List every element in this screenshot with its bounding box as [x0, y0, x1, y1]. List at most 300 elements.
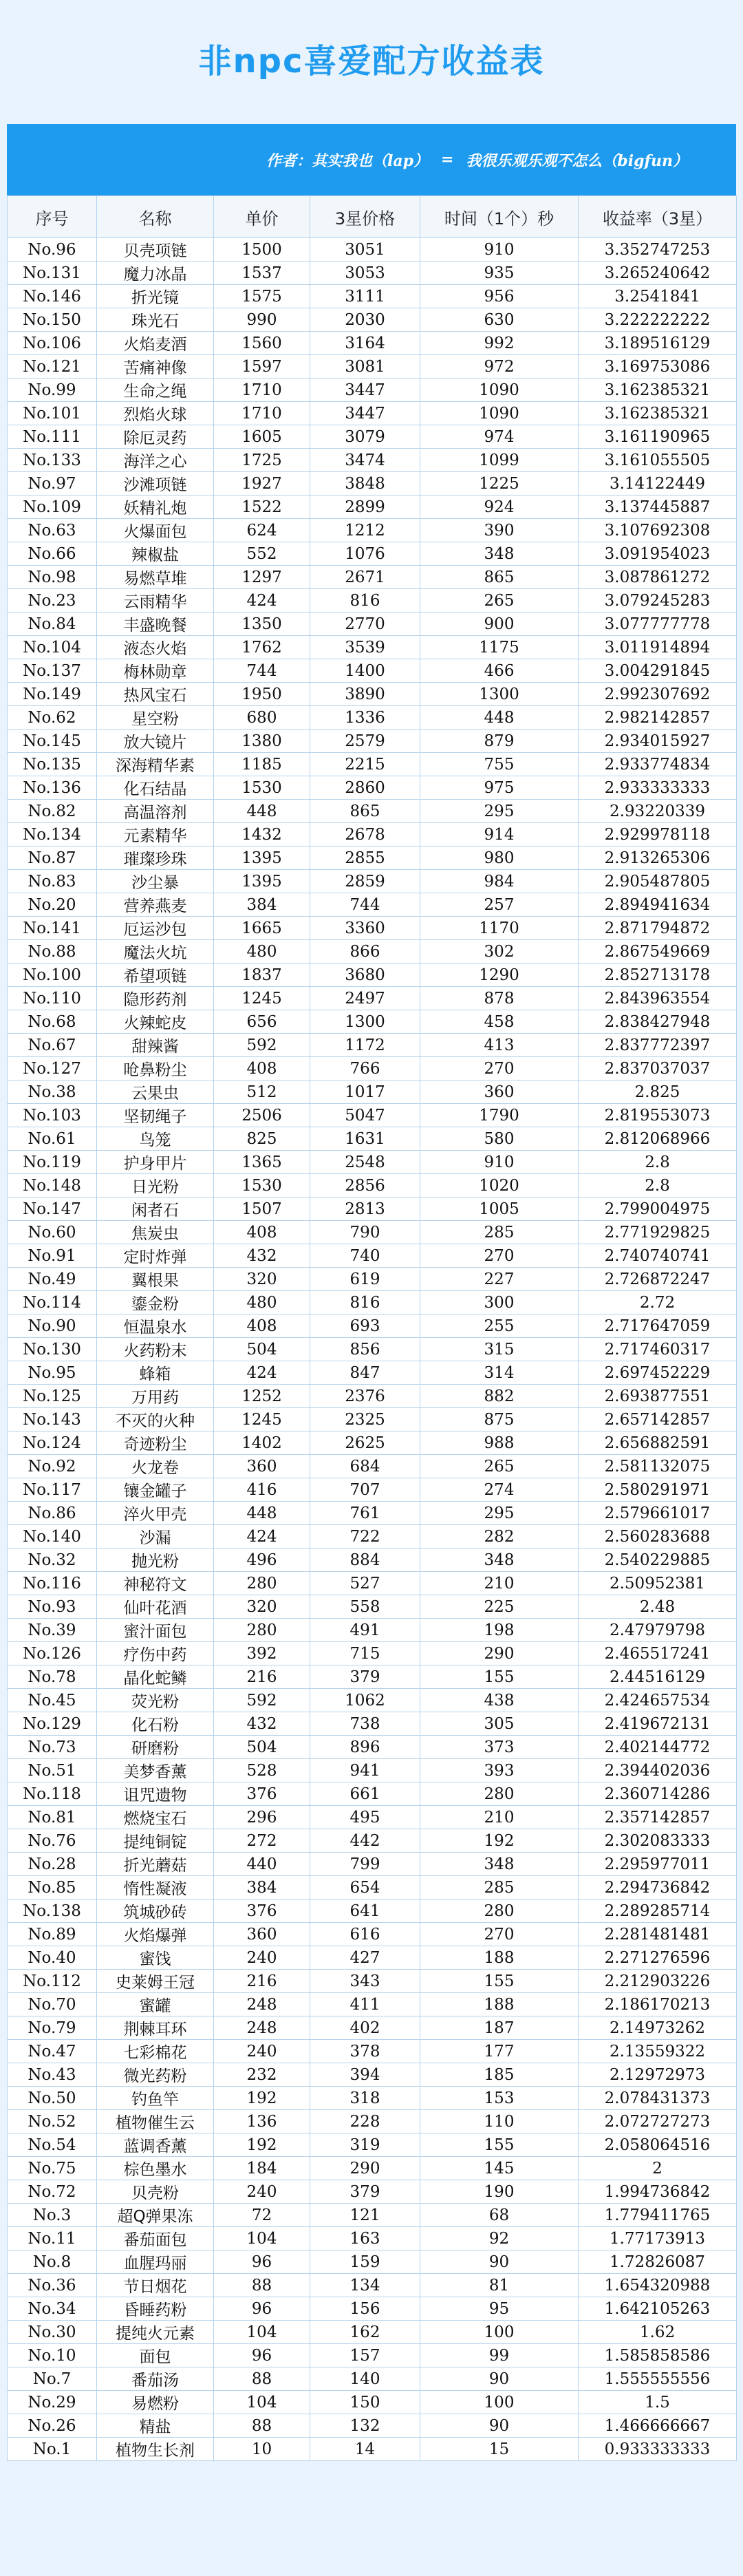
cell-index: No.109 [8, 496, 97, 519]
cell-unit-price: 376 [214, 1782, 310, 1806]
cell-index: No.89 [8, 1923, 97, 1946]
cell-index: No.100 [8, 964, 97, 987]
cell-three-star-price: 799 [310, 1853, 420, 1876]
cell-three-star-price: 738 [310, 1712, 420, 1736]
table-row [8, 2087, 737, 2110]
cell-three-star-price: 740 [310, 1244, 420, 1268]
cell-profit-rate: 2.825 [579, 1081, 737, 1104]
cell-profit-rate: 2.905487805 [579, 870, 737, 893]
table-body [8, 238, 737, 2461]
cell-name: 番茄面包 [97, 2227, 214, 2250]
cell-name: 节日烟花 [97, 2274, 214, 2297]
table-row [8, 964, 737, 987]
cell-craft-time: 1290 [420, 964, 579, 987]
cell-index: No.106 [8, 332, 97, 355]
cell-name: 火辣蛇皮 [97, 1010, 214, 1034]
cell-name: 日光粉 [97, 1174, 214, 1197]
cell-name: 折光镜 [97, 285, 214, 308]
cell-unit-price: 1507 [214, 1197, 310, 1221]
table-row [8, 1782, 737, 1806]
cell-unit-price: 240 [214, 2180, 310, 2204]
cell-index: No.49 [8, 1268, 97, 1291]
cell-name: 蜜汁面包 [97, 1619, 214, 1642]
table-row [8, 2391, 737, 2414]
table-row [8, 1197, 737, 1221]
cell-name: 放大镜片 [97, 730, 214, 753]
cell-index: No.70 [8, 1993, 97, 2016]
cell-profit-rate: 2.14973262 [579, 2016, 737, 2040]
cell-name: 美梦香薰 [97, 1759, 214, 1782]
cell-profit-rate: 2.357142857 [579, 1806, 737, 1829]
cell-craft-time: 348 [420, 542, 579, 566]
table-row [8, 2133, 737, 2157]
cell-name: 珠光石 [97, 308, 214, 332]
cell-name: 不灭的火种 [97, 1408, 214, 1431]
cell-unit-price: 1395 [214, 870, 310, 893]
cell-name: 惰性凝液 [97, 1876, 214, 1899]
cell-index: No.61 [8, 1127, 97, 1151]
cell-profit-rate: 2.837772397 [579, 1034, 737, 1057]
cell-three-star-price: 707 [310, 1478, 420, 1502]
cell-craft-time: 265 [420, 1455, 579, 1478]
cell-three-star-price: 3680 [310, 964, 420, 987]
cell-name: 辣椒盐 [97, 542, 214, 566]
cell-index: No.126 [8, 1642, 97, 1665]
cell-index: No.125 [8, 1385, 97, 1408]
cell-name: 云雨精华 [97, 589, 214, 613]
cell-name: 高温溶剂 [97, 800, 214, 823]
column-header-index: 序号 [8, 196, 97, 238]
cell-index: No.140 [8, 1525, 97, 1548]
cell-craft-time: 225 [420, 1595, 579, 1619]
cell-name: 海洋之心 [97, 449, 214, 472]
cell-craft-time: 865 [420, 566, 579, 589]
table-row [8, 2344, 737, 2367]
cell-unit-price: 10 [214, 2438, 310, 2461]
cell-profit-rate: 3.162385321 [579, 402, 737, 425]
cell-index: No.138 [8, 1899, 97, 1923]
cell-unit-price: 408 [214, 1221, 310, 1244]
cell-craft-time: 448 [420, 706, 579, 730]
cell-unit-price: 504 [214, 1338, 310, 1361]
cell-unit-price: 1252 [214, 1385, 310, 1408]
cell-profit-rate: 2.982142857 [579, 706, 737, 730]
cell-craft-time: 348 [420, 1853, 579, 1876]
cell-three-star-price: 427 [310, 1946, 420, 1970]
cell-index: No.111 [8, 425, 97, 449]
cell-three-star-price: 2859 [310, 870, 420, 893]
cell-profit-rate: 1.994736842 [579, 2180, 737, 2204]
cell-name: 护身甲片 [97, 1151, 214, 1174]
cell-three-star-price: 616 [310, 1923, 420, 1946]
cell-index: No.136 [8, 776, 97, 800]
cell-three-star-price: 744 [310, 893, 420, 917]
cell-unit-price: 96 [214, 2344, 310, 2367]
cell-unit-price: 1530 [214, 1174, 310, 1197]
cell-index: No.51 [8, 1759, 97, 1782]
cell-three-star-price: 866 [310, 940, 420, 964]
table-row [8, 1759, 737, 1782]
cell-unit-price: 1365 [214, 1151, 310, 1174]
cell-three-star-price: 1017 [310, 1081, 420, 1104]
cell-profit-rate: 2.812068966 [579, 1127, 737, 1151]
cell-unit-price: 480 [214, 1291, 310, 1314]
cell-index: No.82 [8, 800, 97, 823]
cell-three-star-price: 134 [310, 2274, 420, 2297]
cell-three-star-price: 641 [310, 1899, 420, 1923]
cell-three-star-price: 2325 [310, 1408, 420, 1431]
cell-index: No.117 [8, 1478, 97, 1502]
cell-index: No.114 [8, 1291, 97, 1314]
cell-name: 棕色墨水 [97, 2157, 214, 2180]
cell-unit-price: 1380 [214, 730, 310, 753]
table-row [8, 1525, 737, 1548]
cell-three-star-price: 2579 [310, 730, 420, 753]
cell-craft-time: 295 [420, 800, 579, 823]
table-row [8, 2321, 737, 2344]
cell-three-star-price: 3053 [310, 262, 420, 285]
cell-index: No.20 [8, 893, 97, 917]
cell-index: No.104 [8, 636, 97, 659]
cell-craft-time: 270 [420, 1244, 579, 1268]
cell-index: No.146 [8, 285, 97, 308]
cell-three-star-price: 896 [310, 1736, 420, 1759]
cell-craft-time: 580 [420, 1127, 579, 1151]
cell-name: 血腥玛丽 [97, 2250, 214, 2274]
cell-three-star-price: 661 [310, 1782, 420, 1806]
cell-name: 史莱姆王冠 [97, 1970, 214, 1993]
cell-index: No.34 [8, 2297, 97, 2321]
cell-name: 苦痛神像 [97, 355, 214, 379]
cell-craft-time: 153 [420, 2087, 579, 2110]
cell-profit-rate: 3.169753086 [579, 355, 737, 379]
cell-index: No.11 [8, 2227, 97, 2250]
cell-unit-price: 440 [214, 1853, 310, 1876]
table-row [8, 1899, 737, 1923]
cell-three-star-price: 1062 [310, 1689, 420, 1712]
table-row [8, 1970, 737, 1993]
table-row [8, 706, 737, 730]
cell-profit-rate: 2.852713178 [579, 964, 737, 987]
cell-name: 妖精礼炮 [97, 496, 214, 519]
cell-unit-price: 424 [214, 1525, 310, 1548]
cell-craft-time: 280 [420, 1899, 579, 1923]
cell-profit-rate: 1.642105263 [579, 2297, 737, 2321]
cell-name: 镶金罐子 [97, 1478, 214, 1502]
table-row [8, 1151, 737, 1174]
cell-index: No.47 [8, 2040, 97, 2063]
cell-name: 诅咒遗物 [97, 1782, 214, 1806]
table-row [8, 1104, 737, 1127]
cell-name: 易燃草堆 [97, 566, 214, 589]
cell-name: 丰盛晚餐 [97, 613, 214, 636]
cell-three-star-price: 2215 [310, 753, 420, 776]
cell-profit-rate: 3.14122449 [579, 472, 737, 496]
table-row [8, 425, 737, 449]
cell-index: No.84 [8, 613, 97, 636]
table-row [8, 496, 737, 519]
cell-name: 隐形药剂 [97, 987, 214, 1010]
cell-craft-time: 974 [420, 425, 579, 449]
cell-three-star-price: 2548 [310, 1151, 420, 1174]
cell-profit-rate: 2.072727273 [579, 2110, 737, 2133]
cell-profit-rate: 3.265240642 [579, 262, 737, 285]
cell-index: No.26 [8, 2414, 97, 2438]
cell-unit-price: 990 [214, 308, 310, 332]
cell-three-star-price: 132 [310, 2414, 420, 2438]
cell-unit-price: 136 [214, 2110, 310, 2133]
table-row [8, 519, 737, 542]
cell-craft-time: 90 [420, 2367, 579, 2391]
cell-craft-time: 984 [420, 870, 579, 893]
cell-index: No.73 [8, 1736, 97, 1759]
cell-profit-rate: 3.011914894 [579, 636, 737, 659]
cell-unit-price: 376 [214, 1899, 310, 1923]
table-row [8, 683, 737, 706]
cell-unit-price: 280 [214, 1619, 310, 1642]
cell-profit-rate: 1.5 [579, 2391, 737, 2414]
cell-name: 折光蘑菇 [97, 1853, 214, 1876]
table-row [8, 847, 737, 870]
cell-profit-rate: 3.079245283 [579, 589, 737, 613]
cell-name: 疗伤中药 [97, 1642, 214, 1665]
cell-name: 魔力冰晶 [97, 262, 214, 285]
table-row [8, 1665, 737, 1689]
cell-three-star-price: 816 [310, 1291, 420, 1314]
cell-profit-rate: 2.838427948 [579, 1010, 737, 1034]
cell-index: No.145 [8, 730, 97, 753]
cell-index: No.78 [8, 1665, 97, 1689]
cell-craft-time: 177 [420, 2040, 579, 2063]
table-header [8, 196, 737, 238]
cell-unit-price: 392 [214, 1642, 310, 1665]
cell-craft-time: 68 [420, 2204, 579, 2227]
table-row [8, 1829, 737, 1853]
table-row [8, 542, 737, 566]
cell-name: 火药粉末 [97, 1338, 214, 1361]
cell-craft-time: 95 [420, 2297, 579, 2321]
cell-unit-price: 320 [214, 1268, 310, 1291]
cell-three-star-price: 2813 [310, 1197, 420, 1221]
cell-index: No.130 [8, 1338, 97, 1361]
cell-craft-time: 935 [420, 262, 579, 285]
cell-three-star-price: 1300 [310, 1010, 420, 1034]
cell-index: No.72 [8, 2180, 97, 2204]
cell-unit-price: 104 [214, 2227, 310, 2250]
cell-name: 超Q弹果冻 [97, 2204, 214, 2227]
cell-profit-rate: 2.93220339 [579, 800, 737, 823]
cell-index: No.149 [8, 683, 97, 706]
cell-profit-rate: 2.13559322 [579, 2040, 737, 2063]
cell-index: No.75 [8, 2157, 97, 2180]
cell-index: No.38 [8, 1081, 97, 1104]
cell-craft-time: 1170 [420, 917, 579, 940]
cell-three-star-price: 442 [310, 1829, 420, 1853]
cell-name: 微光药粉 [97, 2063, 214, 2087]
table-row [8, 355, 737, 379]
cell-unit-price: 216 [214, 1665, 310, 1689]
cell-craft-time: 198 [420, 1619, 579, 1642]
cell-craft-time: 1790 [420, 1104, 579, 1127]
cell-three-star-price: 3111 [310, 285, 420, 308]
table-row [8, 238, 737, 262]
cell-profit-rate: 2.424657534 [579, 1689, 737, 1712]
cell-craft-time: 393 [420, 1759, 579, 1782]
table-row [8, 402, 737, 425]
table-row [8, 262, 737, 285]
cell-profit-rate: 2.360714286 [579, 1782, 737, 1806]
cell-profit-rate: 2.289285714 [579, 1899, 737, 1923]
cell-unit-price: 320 [214, 1595, 310, 1619]
cell-name: 星空粉 [97, 706, 214, 730]
cell-craft-time: 975 [420, 776, 579, 800]
cell-craft-time: 285 [420, 1221, 579, 1244]
cell-craft-time: 878 [420, 987, 579, 1010]
cell-name: 淬火甲壳 [97, 1502, 214, 1525]
cell-profit-rate: 2.871794872 [579, 917, 737, 940]
cell-three-star-price: 343 [310, 1970, 420, 1993]
cell-index: No.54 [8, 2133, 97, 2157]
cell-unit-price: 1395 [214, 847, 310, 870]
cell-craft-time: 90 [420, 2250, 579, 2274]
cell-craft-time: 466 [420, 659, 579, 683]
cell-three-star-price: 319 [310, 2133, 420, 2157]
cell-unit-price: 104 [214, 2321, 310, 2344]
cell-profit-rate: 2.740740741 [579, 1244, 737, 1268]
cell-name: 璀璨珍珠 [97, 847, 214, 870]
cell-name: 沙滩项链 [97, 472, 214, 496]
cell-profit-rate: 2.560283688 [579, 1525, 737, 1548]
cell-craft-time: 980 [420, 847, 579, 870]
cell-unit-price: 96 [214, 2297, 310, 2321]
cell-unit-price: 384 [214, 893, 310, 917]
cell-three-star-price: 2671 [310, 566, 420, 589]
cell-unit-price: 280 [214, 1572, 310, 1595]
cell-craft-time: 192 [420, 1829, 579, 1853]
cell-profit-rate: 3.107692308 [579, 519, 737, 542]
cell-unit-price: 504 [214, 1736, 310, 1759]
table-row [8, 1034, 737, 1057]
cell-profit-rate: 2.12972973 [579, 2063, 737, 2087]
table-row [8, 1478, 737, 1502]
cell-craft-time: 1020 [420, 1174, 579, 1197]
cell-unit-price: 448 [214, 800, 310, 823]
cell-index: No.32 [8, 1548, 97, 1572]
cell-three-star-price: 1076 [310, 542, 420, 566]
cell-index: No.45 [8, 1689, 97, 1712]
table-row [8, 2227, 737, 2250]
table-row [8, 1127, 737, 1151]
cell-index: No.103 [8, 1104, 97, 1127]
cell-name: 除厄灵药 [97, 425, 214, 449]
cell-profit-rate: 2.579661017 [579, 1502, 737, 1525]
cell-index: No.87 [8, 847, 97, 870]
cell-craft-time: 956 [420, 285, 579, 308]
cell-three-star-price: 856 [310, 1338, 420, 1361]
cell-name: 火龙卷 [97, 1455, 214, 1478]
cell-craft-time: 290 [420, 1642, 579, 1665]
cell-profit-rate: 2.540229885 [579, 1548, 737, 1572]
cell-unit-price: 1950 [214, 683, 310, 706]
cell-three-star-price: 1212 [310, 519, 420, 542]
table-row [8, 566, 737, 589]
cell-name: 沙尘暴 [97, 870, 214, 893]
cell-profit-rate: 2.992307692 [579, 683, 737, 706]
cell-profit-rate: 3.2541841 [579, 285, 737, 308]
cell-three-star-price: 722 [310, 1525, 420, 1548]
cell-index: No.28 [8, 1853, 97, 1876]
table-row [8, 1689, 737, 1712]
cell-name: 钓鱼竿 [97, 2087, 214, 2110]
cell-index: No.52 [8, 2110, 97, 2133]
cell-unit-price: 624 [214, 519, 310, 542]
cell-profit-rate: 3.091954023 [579, 542, 737, 566]
cell-three-star-price: 558 [310, 1595, 420, 1619]
cell-index: No.81 [8, 1806, 97, 1829]
cell-three-star-price: 2855 [310, 847, 420, 870]
cell-three-star-price: 2860 [310, 776, 420, 800]
cell-craft-time: 755 [420, 753, 579, 776]
cell-index: No.119 [8, 1151, 97, 1174]
cell-craft-time: 92 [420, 2227, 579, 2250]
cell-unit-price: 528 [214, 1759, 310, 1782]
table-row [8, 1923, 737, 1946]
table-row [8, 1221, 737, 1244]
cell-craft-time: 190 [420, 2180, 579, 2204]
cell-index: No.137 [8, 659, 97, 683]
table-row [8, 2157, 737, 2180]
cell-index: No.90 [8, 1314, 97, 1338]
table-row [8, 917, 737, 940]
cell-name: 神秘符文 [97, 1572, 214, 1595]
cell-craft-time: 81 [420, 2274, 579, 2297]
cell-index: No.135 [8, 753, 97, 776]
cell-profit-rate: 2.212903226 [579, 1970, 737, 1993]
table-row [8, 753, 737, 776]
cell-profit-rate: 2.294736842 [579, 1876, 737, 1899]
cell-name: 植物生长剂 [97, 2438, 214, 2461]
table-row [8, 800, 737, 823]
table-row [8, 1244, 737, 1268]
cell-name: 番茄汤 [97, 2367, 214, 2391]
recipe-profit-table [7, 195, 737, 2461]
cell-unit-price: 1560 [214, 332, 310, 355]
table-row [8, 2274, 737, 2297]
cell-craft-time: 879 [420, 730, 579, 753]
cell-name: 蜜饯 [97, 1946, 214, 1970]
cell-name: 奇迹粉尘 [97, 1431, 214, 1455]
cell-craft-time: 924 [420, 496, 579, 519]
cell-profit-rate: 2.913265306 [579, 847, 737, 870]
table-row [8, 1338, 737, 1361]
cell-name: 液态火焰 [97, 636, 214, 659]
cell-unit-price: 104 [214, 2391, 310, 2414]
cell-three-star-price: 3079 [310, 425, 420, 449]
cell-craft-time: 270 [420, 1923, 579, 1946]
cell-unit-price: 552 [214, 542, 310, 566]
cell-three-star-price: 379 [310, 2180, 420, 2204]
cell-unit-price: 656 [214, 1010, 310, 1034]
cell-three-star-price: 3447 [310, 402, 420, 425]
cell-profit-rate: 1.77173913 [579, 2227, 737, 2250]
cell-craft-time: 270 [420, 1057, 579, 1081]
cell-index: No.127 [8, 1057, 97, 1081]
cell-profit-rate: 2.271276596 [579, 1946, 737, 1970]
table-row [8, 2110, 737, 2133]
cell-unit-price: 432 [214, 1712, 310, 1736]
cell-unit-price: 592 [214, 1034, 310, 1057]
table-row [8, 1572, 737, 1595]
